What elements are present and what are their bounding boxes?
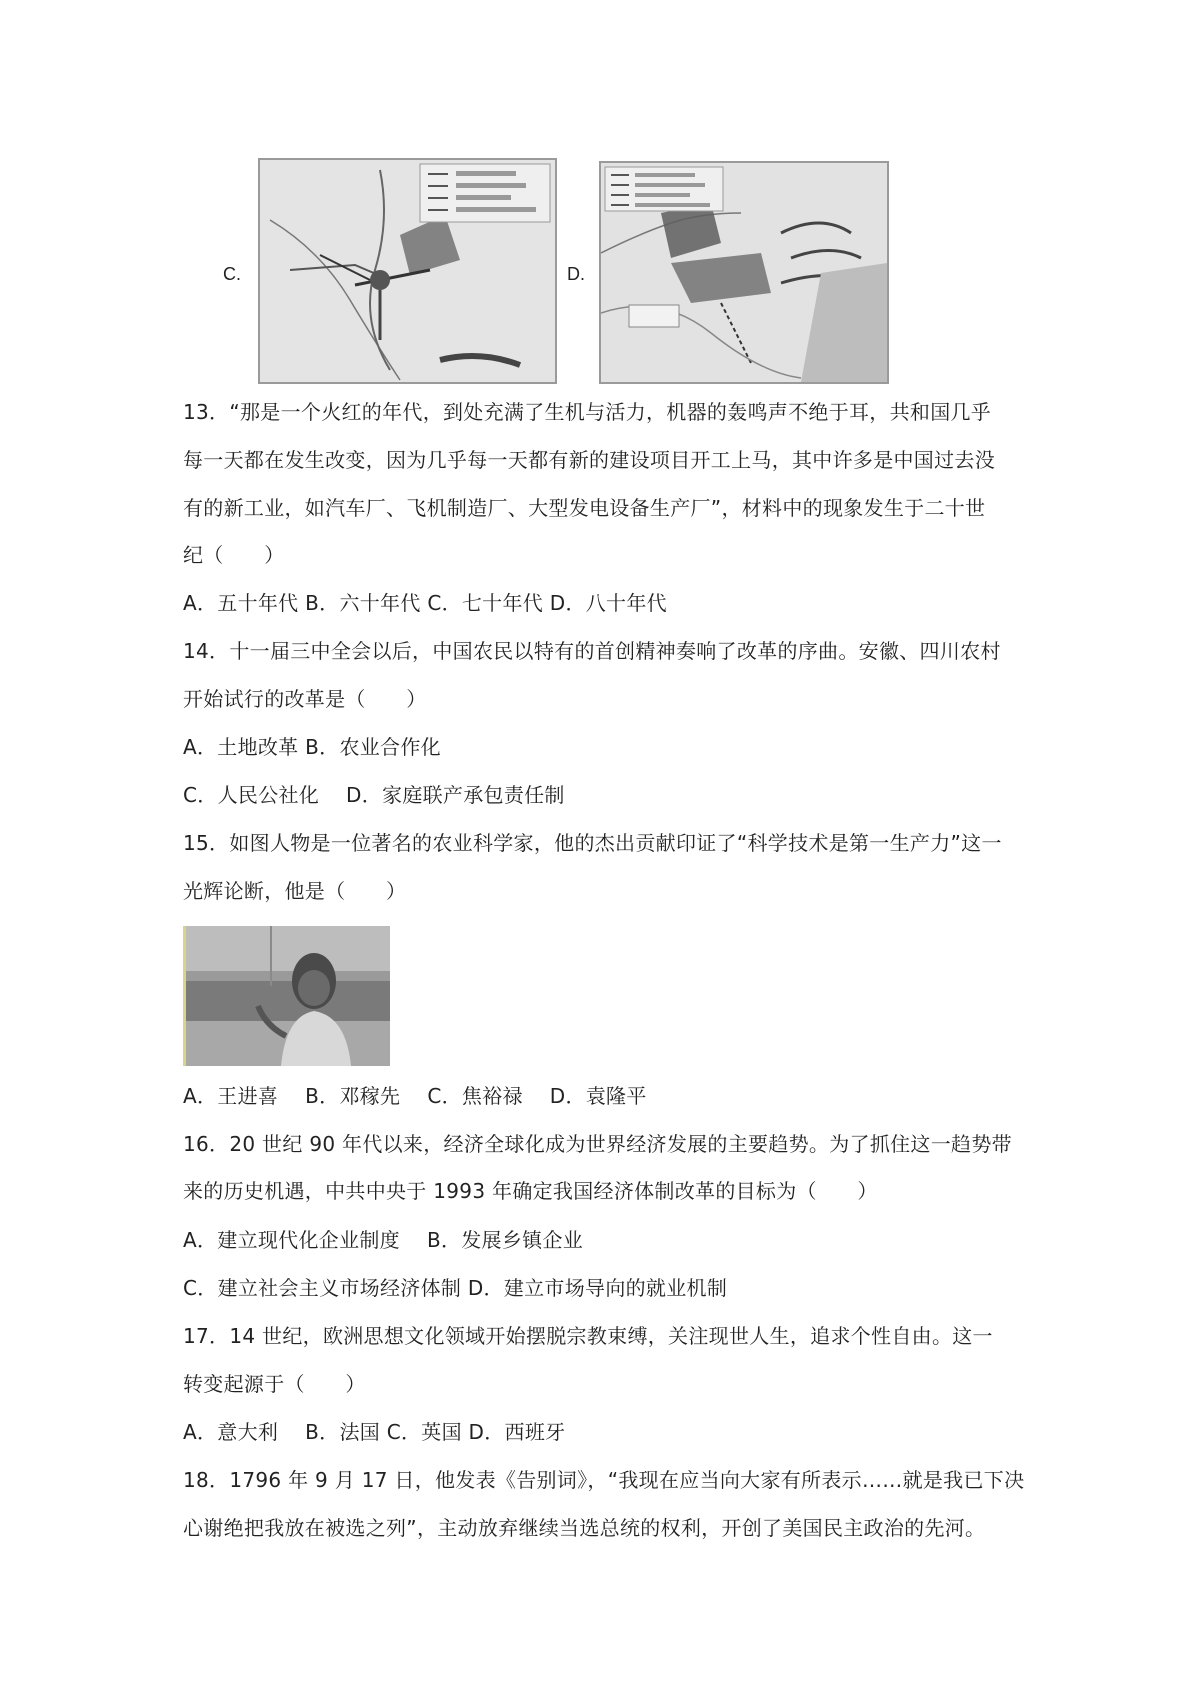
q16-options-2: C．建立社会主义市场经济体制 D．建立市场导向的就业机制: [183, 1276, 728, 1300]
q15-options: A．王进喜 B．邓稼先 C．焦裕禄 D．袁隆平: [183, 1084, 647, 1108]
q18-line-2: 心谢绝把我放在被选之列”，主动放弃继续当选总统的权利，开创了美国民主政治的先河。: [183, 1516, 986, 1540]
q18-line-1: 18．1796 年 9 月 17 日，他发表《告别词》，“我现在应当向大家有所表示……就是我已下决: [183, 1468, 1025, 1492]
q17-options: A．意大利 B．法国 C．英国 D．西班牙: [183, 1420, 566, 1444]
q13-line-3: 有的新工业，如汽车厂、飞机制造厂、大型发电设备生产厂”，材料中的现象发生于二十世: [183, 496, 986, 520]
q16-options-1: A．建立现代化企业制度 B．发展乡镇企业: [183, 1228, 584, 1252]
option-d-label: D.: [567, 264, 585, 284]
q15-line-2: 光辉论断，他是（ ）: [183, 879, 407, 903]
q17-line-1: 17．14 世纪，欧洲思想文化领域开始摆脱宗教束缚，关注现世人生，追求个性自由。这一: [183, 1324, 993, 1348]
q15-line-1: 15．如图人物是一位著名的农业科学家，他的杰出贡献印证了“科学技术是第一生产力”这一: [183, 831, 1002, 855]
q16-line-2: 来的历史机遇，中共中央于 1993 年确定我国经济体制改革的目标为（ ）: [183, 1179, 878, 1203]
q16-line-1: 16．20 世纪 90 年代以来，经济全球化成为世界经济发展的主要趋势。为了抓住这一趋势带: [183, 1132, 1012, 1156]
q13-line-2: 每一天都在发生改变，因为几乎每一天都有新的建设项目开工上马，其中许多是中国过去没: [183, 448, 995, 472]
scientist-photo: [183, 926, 390, 1066]
q14-line-2: 开始试行的改革是（ ）: [183, 687, 427, 711]
q13-line-4: 纪（ ）: [183, 543, 285, 567]
q17-line-2: 转变起源于（ ）: [183, 1372, 366, 1396]
option-c-label: C.: [223, 264, 241, 284]
q14-options-2: C．人民公社化 D．家庭联产承包责任制: [183, 783, 565, 807]
map-option-c: [258, 158, 557, 384]
q14-line-1: 14．十一届三中全会以后，中国农民以特有的首创精神奏响了改革的序曲。安徽、四川农村: [183, 639, 1001, 663]
q13-line-1: 13．“那是一个火红的年代，到处充满了生机与活力，机器的轰鸣声不绝于耳，共和国几乎: [183, 400, 992, 424]
map-option-d: [599, 161, 889, 384]
q13-options: A．五十年代 B．六十年代 C．七十年代 D．八十年代: [183, 591, 667, 615]
q14-options-1: A．土地改革 B．农业合作化: [183, 735, 441, 759]
